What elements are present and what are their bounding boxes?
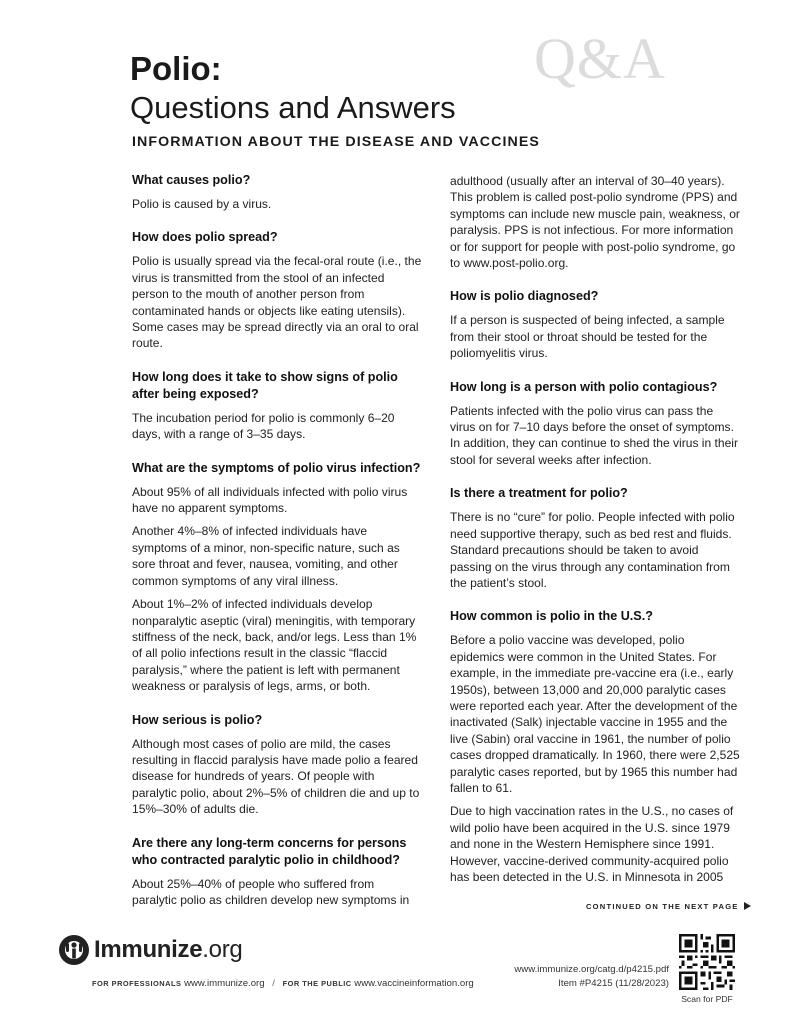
question-heading: How long does it take to show signs of polio after being exposed? [132,369,398,401]
question-heading: How long is a person with polio contagious? [450,379,718,394]
question-heading: How does polio spread? [132,230,278,245]
pro-link[interactable]: www.immunize.org [184,978,265,989]
answer-text: Another 4%–8% of infected individuals have symptoms of a minor, non-specific nature, such as sore throat and fever, nausea, vomiting, and other common symptoms of any viral illness. [132,524,400,588]
answer-text: Patients infected with the polio virus can pass the virus on for 7–10 days before the onset of symptoms. In addition, they can continue to shed the virus in their stool for several weeks after infection. [450,403,738,467]
immunize-logo-icon [58,934,90,966]
right-column [450,173,740,892]
question-heading: Is there a treatment for polio? [450,486,628,501]
answer-text: If a person is suspected of being infected, a sample from their stool or throat should be tested for the poliomyelitis virus. [450,313,725,361]
qr-code-icon[interactable] [679,934,735,990]
question-heading: How is polio diagnosed? [450,289,599,304]
footer-links [92,978,474,989]
pdf-link[interactable]: www.immunize.org/catg.d/p4215.pdf [514,964,669,975]
answer-text: Although most cases of polio are mild, the cases resulting in flaccid paralysis have made polio a feared disease for hundreds of years. Of people with paralytic polio, about 2%–5% of children die and up to 15%–30% of adults die. [132,736,420,817]
question-heading: What are the symptoms of polio virus infection? [132,460,421,475]
answer-text: About 95% of all individuals infected with polio virus have no apparent symptoms. [132,484,408,516]
answer-text: About 25%–40% of people who suffered from paralytic polio as children develop new symptoms in [132,876,410,907]
question-heading: How serious is polio? [132,712,263,727]
public-label: FOR THE PUBLIC [282,979,352,988]
item-number: Item #P4215 (11/28/2023) [558,978,669,989]
footer-item-info [514,963,669,991]
triangle-right-icon [744,902,751,910]
question-heading: How common is polio in the U.S.? [450,609,653,624]
answer-text: adulthood (usually after an interval of 30–40 years). This problem is called post-polio syndrome (PPS) and symptoms can include new muscle pain, weakness, or paralysis. PPS is not infectious. For more information or for support for people with post-polio syndrome, go to www.post-polio.org. [450,174,740,271]
answer-text: Polio is caused by a virus. [132,197,272,211]
continued-label: CONTINUED ON THE NEXT PAGE [586,902,739,911]
answer-text: Due to high vaccination rates in the U.S., no cases of wild polio have been acquired in the U.S. since 1979 and none in the Western Hemisphere since 1991. However, vaccine-derived community-acquired polio has been detected in the U.S. in Minnesota in 2005 [450,804,734,884]
answer-text: Polio is usually spread via the fecal-oral route (i.e., the virus is transmitted from the stool of an infected person to the mouth of another person from contaminated hands or objects like eating utensils). Some cases may be spread directly via an oral to oral route. [132,254,422,351]
continued-next-page [586,902,751,911]
answer-text: About 1%–2% of infected individuals develop nonparalytic aseptic (viral) meningitis, with temporary stiffness of the neck, back, and/or legs. Less than 1% of all polio infections result in the classic “flaccid paralysis,” where the patient is left with permanent weakness or paralysis of legs, arms, or both. [132,597,417,694]
answer-text: The incubation period for polio is commonly 6–20 days, with a range of 3–35 days. [132,410,395,442]
logo-wordmark: Immunize.org [94,936,243,963]
question-heading: What causes polio? [132,173,251,187]
left-column [132,172,422,915]
public-link[interactable]: www.vaccineinformation.org [354,978,474,989]
pro-label: FOR PROFESSIONALS [92,979,182,988]
page-title: Polio: [130,50,222,87]
page-title-sub: Questions and Answers [130,90,456,125]
page-subtitle: INFORMATION ABOUT THE DISEASE AND VACCINES [132,134,540,150]
immunize-logo [58,934,242,966]
qr-caption: Scan for PDF [681,994,733,1004]
answer-text: There is no “cure” for polio. People infected with polio need supportive therapy, such as bed rest and fluids. Standard precautions should be taken to avoid passing on the virus through any contamination from the patient’s stool. [450,510,735,590]
question-heading: Are there any long-term concerns for persons who contracted paralytic polio in childhood? [132,835,407,867]
qa-watermark: Q&A [534,26,666,91]
answer-text: Before a polio vaccine was developed, polio epidemics were common in the United States. For example, in the immediate pre-vaccine era (i.e., early 1950s), between 13,000 and 20,000 paralytic cases were reported each year. After the development of the inactivated (Salk) injectable vaccine in 1955 and the live (Sabin) oral vaccine in 1961, the number of polio cases dropped dramatically. In 1960, there were 2,525 paralytic cases reported, but by 1965 this number had fallen to 61. [450,633,740,795]
footer-separator: / [272,978,275,989]
